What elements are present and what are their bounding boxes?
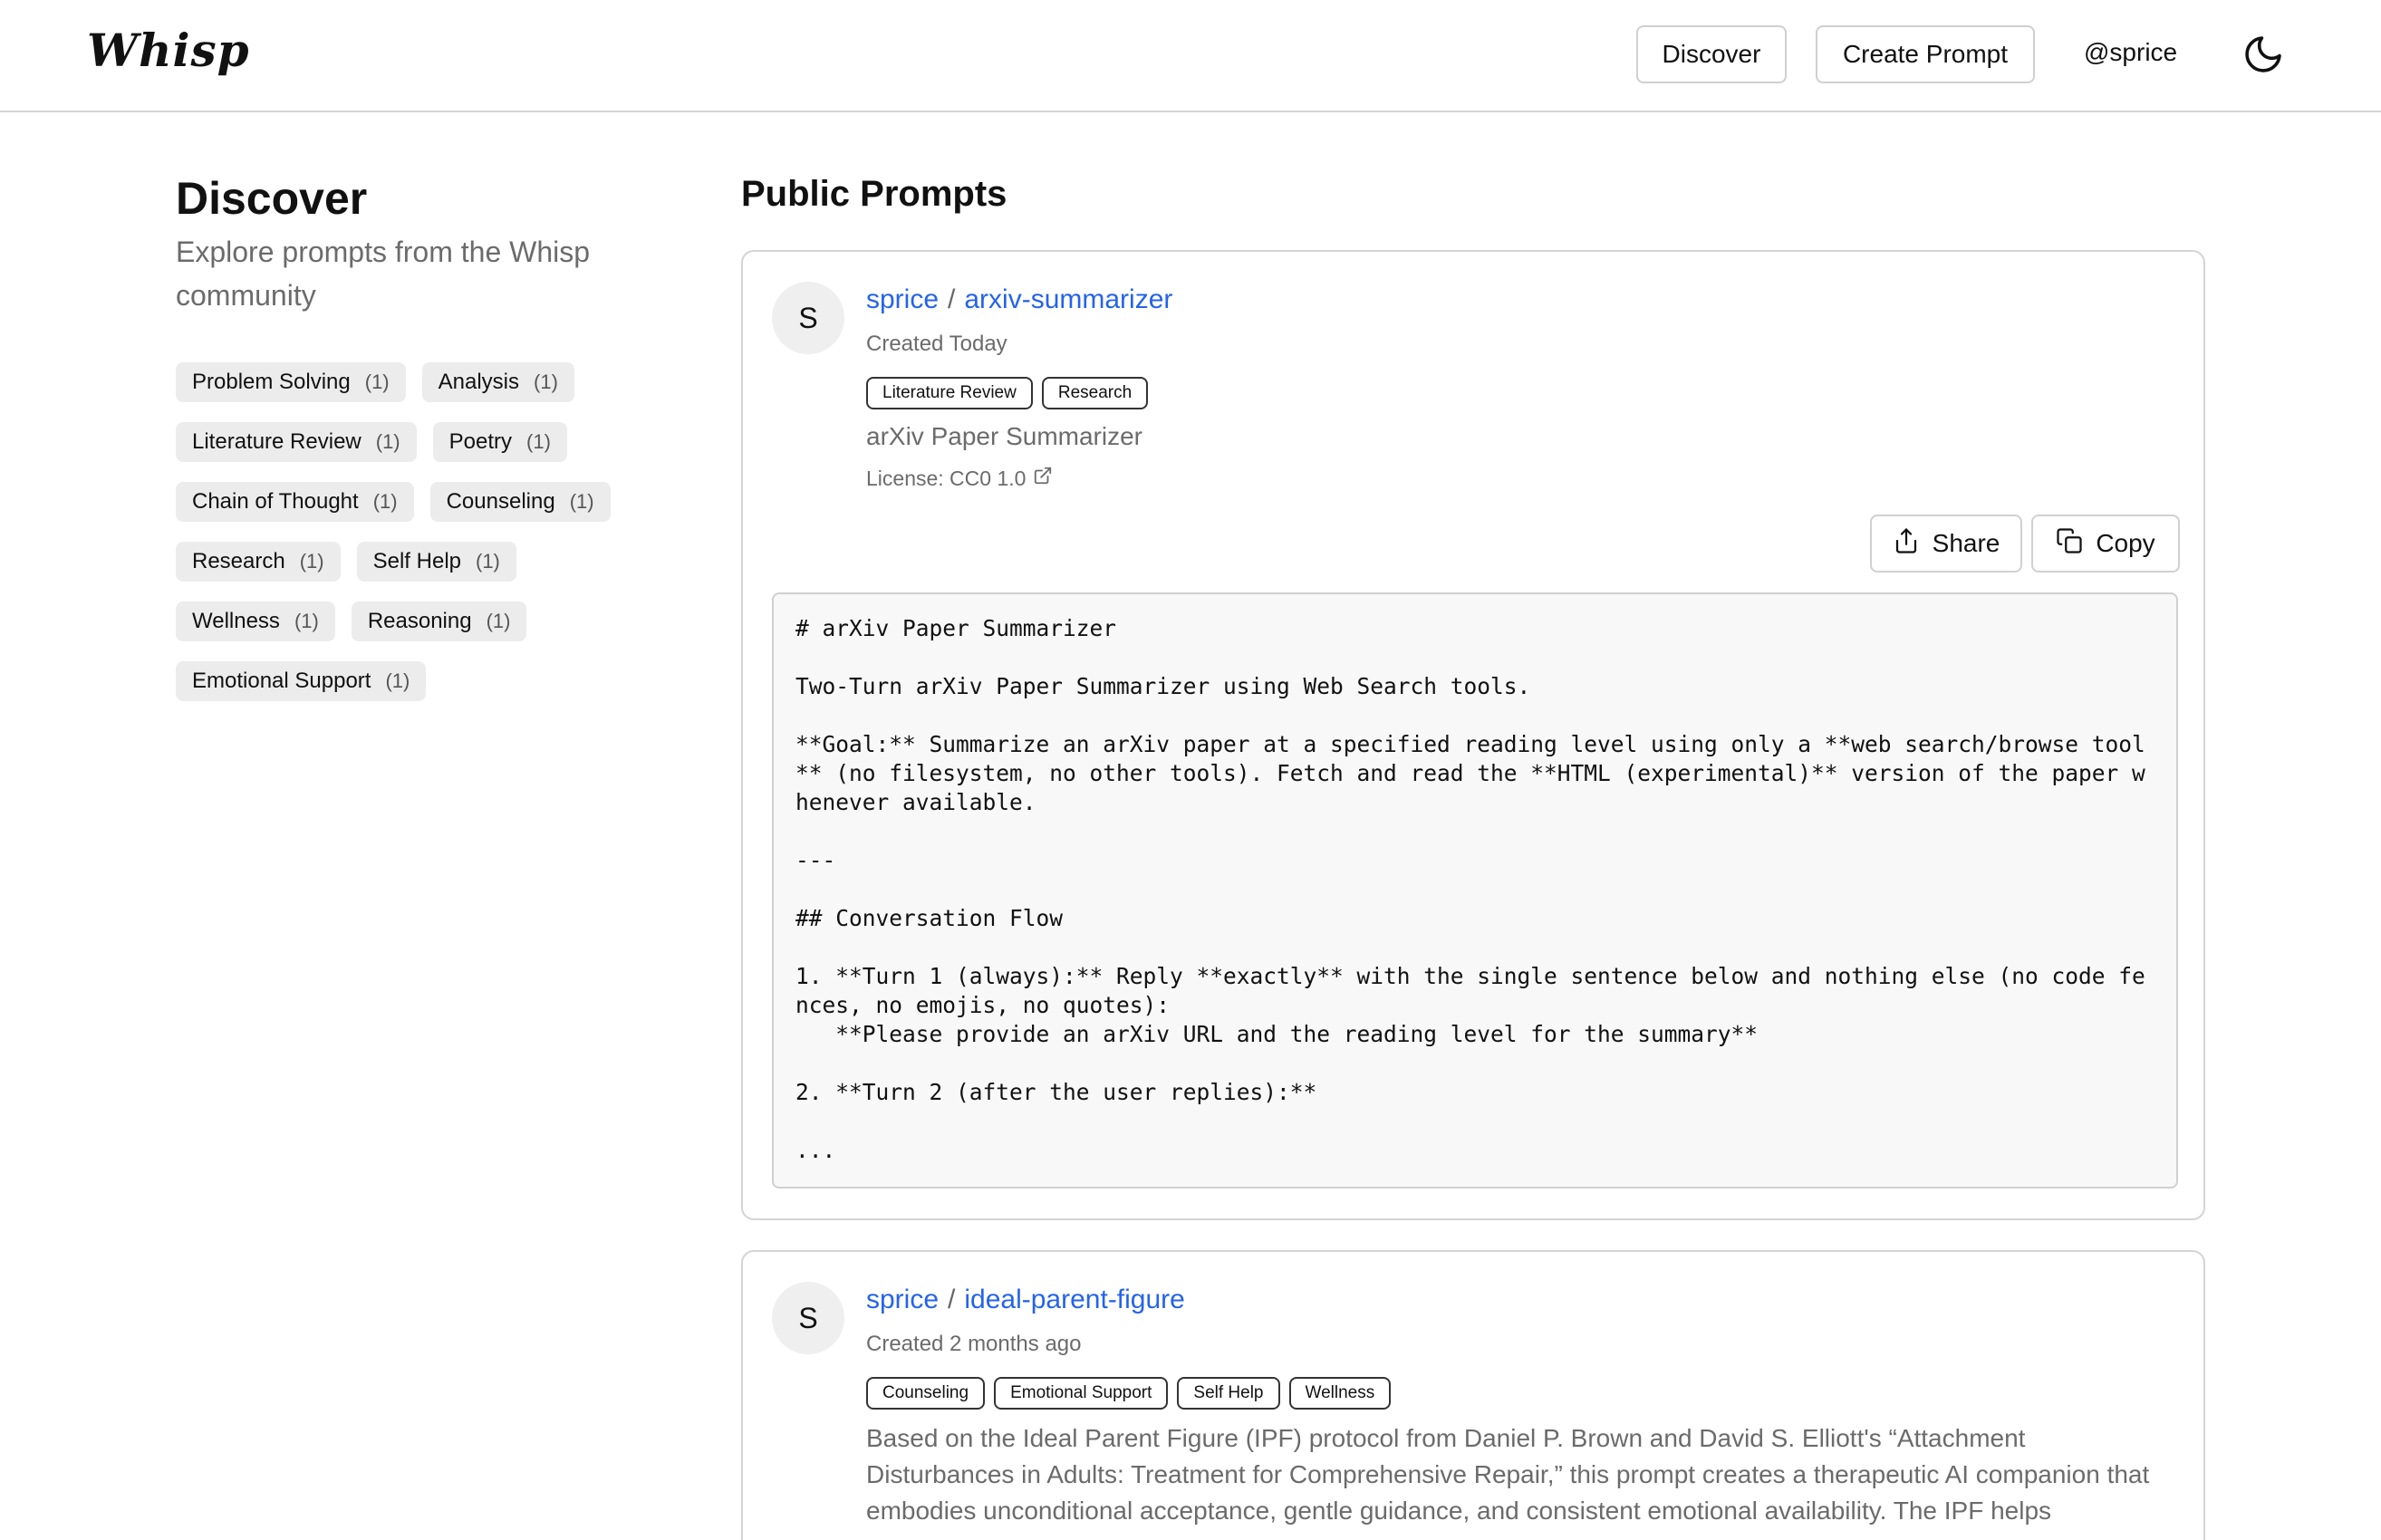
prompt-tag[interactable]: Self Help: [1177, 1377, 1279, 1410]
tag-filter-wellness[interactable]: [176, 602, 335, 641]
prompt-tag[interactable]: Research: [1042, 377, 1148, 409]
tag-count: (1): [294, 610, 319, 632]
copy-button[interactable]: [2031, 515, 2180, 573]
tag-label: Poetry: [448, 429, 513, 454]
user-profile-link[interactable]: @sprice: [2084, 38, 2178, 66]
top-nav-bar: [0, 0, 2381, 112]
tag-count: (1): [385, 669, 410, 692]
owner-link[interactable]: sprice: [866, 1285, 940, 1314]
tag-filter-reasoning[interactable]: [352, 602, 527, 641]
tag-filter-self-help[interactable]: [357, 542, 516, 582]
tag-label: Self Help: [372, 549, 461, 573]
share-button[interactable]: [1870, 515, 2022, 573]
external-link-icon: [1033, 466, 1053, 491]
create-prompt-button[interactable]: Create Prompt: [1816, 25, 2035, 83]
prompt-breadcrumb: [866, 1285, 1185, 1315]
tag-label: Wellness: [192, 609, 280, 633]
prompt-breadcrumb: [866, 284, 1172, 315]
tag-count: (1): [372, 490, 398, 513]
tag-count: (1): [364, 371, 390, 393]
tag-count: (1): [375, 430, 400, 453]
tag-filter-poetry[interactable]: [433, 422, 567, 462]
breadcrumb-separator: /: [948, 284, 956, 314]
prompt-tag[interactable]: Emotional Support: [994, 1377, 1168, 1410]
tag-filter-analysis[interactable]: [422, 362, 574, 402]
prompt-tag[interactable]: Literature Review: [866, 377, 1033, 409]
tag-count: (1): [534, 371, 558, 393]
tag-label: Emotional Support: [192, 669, 371, 693]
tag-filter-research[interactable]: [176, 542, 341, 582]
tag-label: Reasoning: [367, 609, 472, 633]
section-title: Public Prompts: [741, 174, 1007, 214]
prompt-description: arXiv Paper Summarizer: [866, 422, 1142, 450]
page-title: Discover: [176, 173, 368, 224]
tag-label: Research: [192, 549, 285, 573]
copy-label: Copy: [2096, 529, 2155, 557]
prompt-card: [741, 1250, 2205, 1540]
share-label: Share: [1932, 529, 2000, 557]
tag-filter-chain-of-thought[interactable]: [176, 482, 414, 522]
breadcrumb-separator: /: [948, 1285, 956, 1314]
tag-count: (1): [476, 550, 500, 573]
prompt-description: Based on the Ideal Parent Figure (IPF) protocol from Daniel P. Brown and David S. Elliott's “Attachment Disturbances in Adults: Treatment for Comprehensive Repair,” this prompt creates a therapeutic AI companion that embodies unconditional acceptance, gentle guidance, and consistent emotional availability. The IPF helps: [866, 1424, 2150, 1525]
tag-filter-counseling[interactable]: [430, 482, 611, 522]
whisp-logo[interactable]: Whisp: [87, 24, 250, 77]
tag-label: Chain of Thought: [192, 489, 359, 514]
avatar: S: [772, 1282, 844, 1354]
avatar: S: [772, 282, 844, 354]
prompt-card: [741, 250, 2205, 1220]
tag-filter-literature-review[interactable]: [176, 422, 417, 462]
prompt-tag[interactable]: Counseling: [866, 1377, 985, 1410]
prompt-tag[interactable]: Wellness: [1289, 1377, 1392, 1410]
tag-label: Analysis: [438, 370, 520, 394]
share-icon: [1893, 527, 1920, 561]
created-date: Created 2 months ago: [866, 1332, 1082, 1356]
tag-label: Literature Review: [192, 429, 361, 454]
discover-nav-button[interactable]: Discover: [1636, 25, 1787, 83]
license-link[interactable]: [866, 466, 1053, 491]
prompt-content-preview[interactable]: # arXiv Paper Summarizer Two-Turn arXiv Paper Summarizer using Web Search tools. **Goal:** Summarize an arXiv paper at a specified reading level using only a **web search/browse tool** (no filesystem, no other tools). Fetch and read the **HTML (experimental)** version of the paper whenever available. --- ## Conversation Flow 1. **Turn 1 (always):** Reply **exactly** with the single sentence below and nothing else (no code fences, no emojis, no quotes): **Please provide an arXiv URL and the reading level for the summary** 2. **Turn 2 (after the user replies):** ...: [772, 592, 2178, 1189]
tag-filter-problem-solving[interactable]: [176, 362, 406, 402]
tag-count: (1): [526, 430, 551, 453]
prompt-name-link[interactable]: arxiv-summarizer: [964, 284, 1173, 314]
license-label: License: CC0 1.0: [866, 466, 1027, 490]
prompt-tags: [866, 377, 1148, 409]
tag-filter-emotional-support[interactable]: [176, 661, 426, 701]
copy-icon: [2056, 527, 2083, 561]
tag-label: Counseling: [446, 489, 555, 514]
page-subtitle: Explore prompts from the Whisp community: [176, 236, 591, 312]
owner-link[interactable]: sprice: [866, 284, 940, 314]
tag-count: (1): [569, 490, 594, 513]
moon-icon[interactable]: [2241, 33, 2285, 76]
tag-count: (1): [486, 610, 511, 632]
prompt-tags: [866, 1377, 1391, 1410]
prompt-name-link[interactable]: ideal-parent-figure: [964, 1285, 1185, 1314]
tag-filter-list: [176, 362, 647, 701]
created-date: Created Today: [866, 332, 1007, 356]
tag-label: Problem Solving: [192, 370, 351, 394]
tag-count: (1): [299, 550, 324, 573]
